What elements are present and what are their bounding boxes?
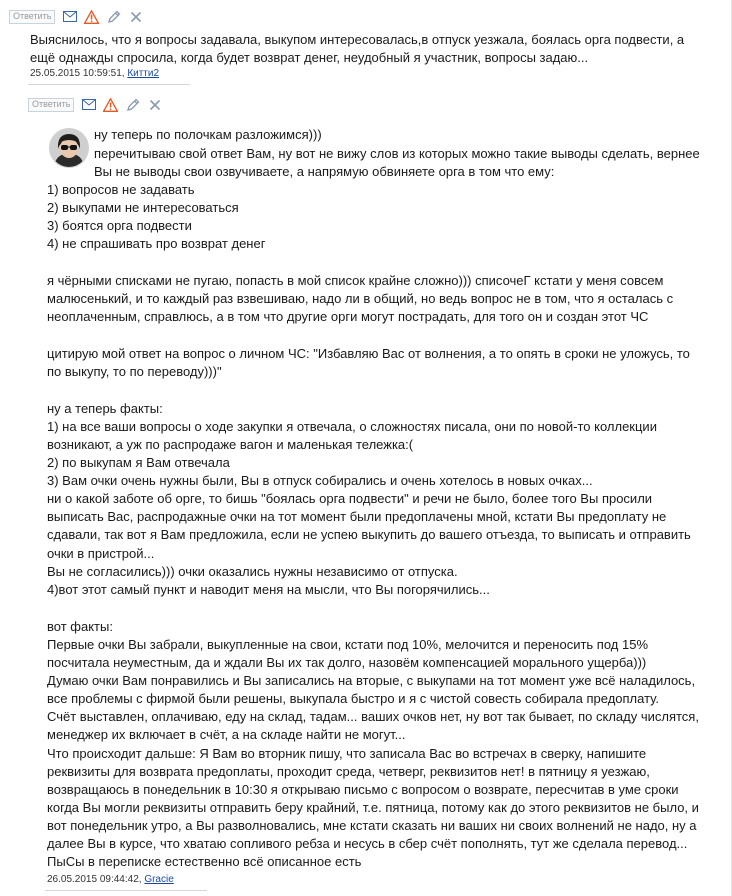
- post2-line: ПыСы в переписке естественно всё описанное есть: [47, 854, 362, 869]
- envelope-icon[interactable]: [81, 97, 96, 112]
- post2-line: Вы не выводы свои озвучиваете, а напрямую обвиняете орга в том что ему:: [94, 164, 555, 179]
- avatar[interactable]: [49, 128, 89, 168]
- post2-line: 1) на все ваши вопросы о ходе закупки я отвечала, о сложностях писала, они по новой-то коллекции: [47, 419, 657, 434]
- close-icon[interactable]: [128, 9, 143, 24]
- post2-toolbar: [28, 97, 162, 112]
- post2-line: менеджер их включает в счёт, а на складе найти не могут...: [47, 727, 406, 742]
- post2-line: Вы не согласились))) очки оказались нужны независимо от отпуска.: [47, 564, 458, 579]
- envelope-icon[interactable]: [62, 9, 77, 24]
- post2-line: 3) Вам очки очень нужны были, Вы в отпуск собирались и очень хотелось в новых очках...: [47, 473, 593, 488]
- post1-body: [30, 31, 710, 67]
- post2-line: 3) боятся орга подвести: [47, 218, 192, 233]
- warning-icon[interactable]: [103, 97, 118, 112]
- post2-line: 4)вот этот самый пункт и наводит меня на мысли, что Вы погорячились...: [47, 582, 490, 597]
- post2-line: Первые очки Вы забрали, выкупленные на свои, кстати под 10%, мелочится и переносить под 15%: [47, 637, 649, 652]
- warning-icon[interactable]: [84, 9, 99, 24]
- post2-line: 1) вопросов не задавать: [47, 182, 195, 197]
- post2-line: сдавали, так вот я Вам предложила, если не успею выкупить до вашего отъезда, то выписать и отправить: [47, 527, 691, 542]
- post2-line: малюсенький, и то каждый раз взвешиваю, надо ли в общий, но ведь вопрос не в том, что я осталась с: [47, 291, 674, 306]
- post1-toolbar: [9, 9, 143, 24]
- post2-line: ни о какой заботе об орге, то бишь "боялась орга подвести" и речи не было, более того Вы просили: [47, 491, 653, 506]
- post2-line: реквизиты для возврата предоплаты, проходит среда, четверг, реквизитов нет! в пятницу я уезжаю,: [47, 764, 650, 779]
- post2-line: 4) не спрашивать про возврат денег: [47, 236, 266, 251]
- post2-line: цитирую мой ответ на вопрос о личном ЧС: "Избавляю Вас от волнения, а то опять в сроки не уложусь, то: [47, 346, 690, 361]
- post2-line: по выкупу, то по переводу)))": [47, 364, 222, 379]
- post2-line: возникают, а уж по распродаже вагон и маленькая тележка:(: [47, 437, 414, 452]
- post2-line: Счёт выставлен, оплачиваю, еду на склад, тадам... ваших очков нет, ну вот так бывает, по складу числятся,: [47, 709, 699, 724]
- post2-line: ну теперь по полочкам разложимся))): [94, 127, 322, 142]
- post2-line: возвращаюсь в понедельник в 10:30 я открываю письмо с вопросом о возврате, пересчитав в уме сроки: [47, 782, 679, 797]
- post2-line: вот понедельник утро, а Вы разволновались, мне кстати сказать ни ваших ни своих волнений не надо, ну а: [47, 818, 697, 833]
- post2-line: вот факты:: [47, 619, 113, 634]
- post2-meta: [47, 874, 174, 885]
- post2-line: далее Вы в курсе, что хватаю сопливого ребза и несусь в сбер счёт пополнять, тут же сделала перевод...: [47, 836, 688, 851]
- post2-line: все проблемы с фирмой были решены, выкупала быстро и я с чистой совесть собирала предоплату.: [47, 691, 659, 706]
- post2-line: посчитала неуместным, да и ждали Вы их так долго, назовём компенсацией морального ущерба))): [47, 655, 647, 670]
- post2-line: перечитываю свой ответ Вам, ну вот не вижу слов из которых можно такие выводы сделать, вернее: [94, 146, 700, 161]
- post2-line: когда Вы могли реквизиты отправить беру крайний, т.е. пятница, потому как до этого реквизитов не было, и: [47, 800, 699, 815]
- post2-line: Что происходит дальше: Я Вам во вторник пишу, что записала Вас во встречах в сверку, напишите: [47, 746, 647, 761]
- post1-line: ещё однажды спросила, когда будет возврат денег, неудобный я участник, вопросы задаю...: [30, 50, 589, 65]
- post1-meta: [30, 68, 159, 79]
- post2-line: ну а теперь факты:: [47, 401, 163, 416]
- post1-line: Выяснилось, что я вопросы задавала, выкупом интересовалась,в отпуск уезжала, боялась орга подвести, а: [30, 32, 685, 47]
- post2-line: очки в пристрой...: [47, 546, 155, 561]
- post2-line: выписать Вас, распродажные очки на тот момент были предоплачены мной, кстати Вы предоплату не: [47, 509, 667, 524]
- post2-line: 2) выкупами не интересоваться: [47, 200, 239, 215]
- post2-line: я чёрными списками не пугаю, попасть в мой список крайне сложно))) списочеГ кстати у меня совсем: [47, 273, 664, 288]
- pencil-icon[interactable]: [125, 97, 140, 112]
- post2-timestamp: 26.05.2015 09:44:42,: [47, 874, 142, 885]
- reply-button[interactable]: Ответить: [28, 98, 74, 112]
- post2-author-link[interactable]: Gracie: [144, 874, 174, 885]
- post2-line: неоплаченным, справлюсь, а в том что другие орги могут пострадать, для того он и создан этот ЧС: [47, 309, 649, 324]
- post2-separator: [45, 890, 207, 891]
- pencil-icon[interactable]: [106, 9, 121, 24]
- post2-line: 2) по выкупам я Вам отвечала: [47, 455, 230, 470]
- close-icon[interactable]: [147, 97, 162, 112]
- reply-button[interactable]: Ответить: [9, 10, 55, 24]
- post1-separator: [28, 84, 190, 85]
- post1-timestamp: 25.05.2015 10:59:51,: [30, 68, 125, 79]
- post2-line: Думаю очки Вам понравились и Вы записались на вторые, с выкупами на тот момент уже всё наладилось,: [47, 673, 696, 688]
- post1-author-link[interactable]: Китти2: [127, 68, 160, 79]
